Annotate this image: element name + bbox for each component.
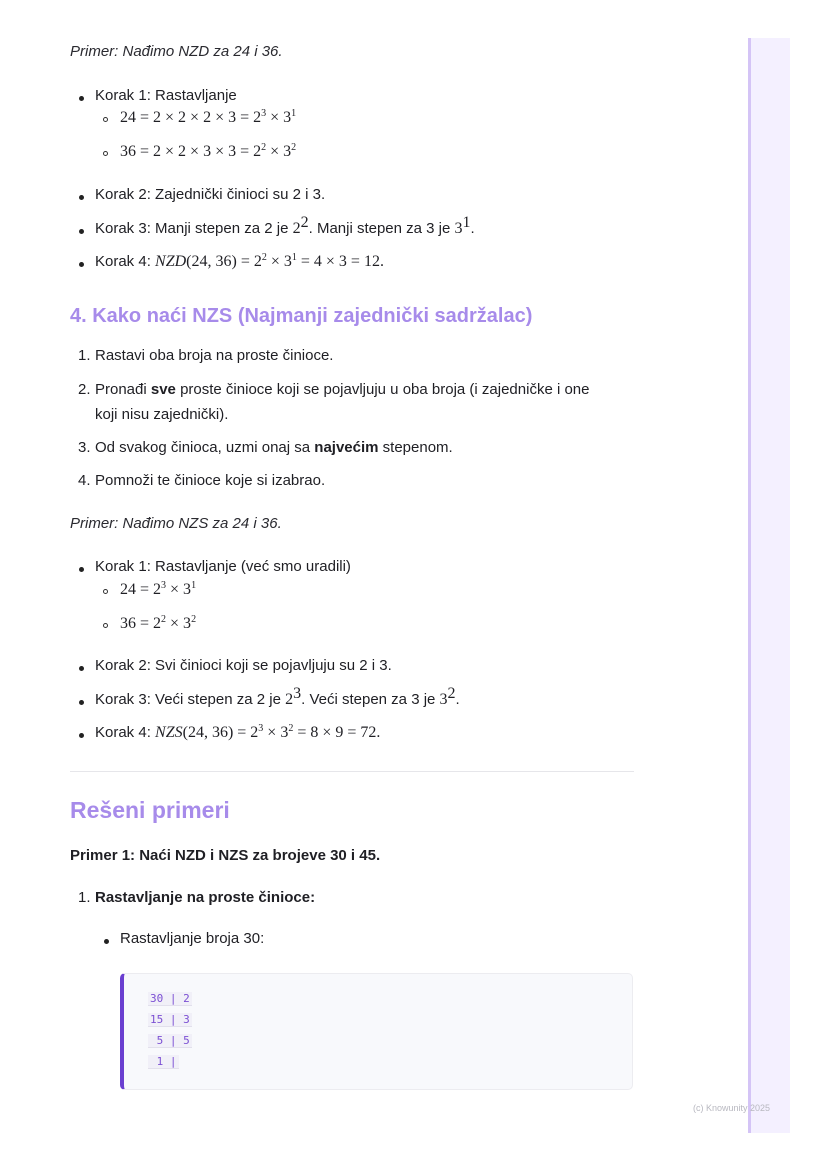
- bullet-icon: [79, 700, 84, 705]
- circle-bullet-icon: [103, 151, 108, 156]
- code-line: 5 | 5: [150, 1034, 190, 1047]
- nzs-rule-1: Rastavi oba broja na proste činioce.: [95, 347, 334, 364]
- circle-bullet-icon: [103, 117, 108, 122]
- step-number: 4.: [78, 472, 91, 489]
- nzs-section-heading: 4. Kako naći NZS (Najmanji zajednički sadržalac): [70, 305, 533, 327]
- factorization-label: Rastavljanje na proste činioce:: [95, 889, 316, 906]
- circle-bullet-icon: [103, 623, 108, 628]
- nzs-factor-36: $36 = 2^2 \times 3^2$: [120, 614, 197, 632]
- bullet-icon: [79, 666, 84, 671]
- side-decoration-panel: [748, 38, 790, 1133]
- nzs-factor-24: $24 = 2^3 \times 3^1$: [120, 580, 197, 598]
- code-block-factorization-30: [120, 973, 633, 1090]
- bullet-icon: [104, 939, 109, 944]
- bullet-icon: [79, 96, 84, 101]
- nzs-rule-2: Pronađi sve proste činioce koji se pojavljuju u oba broja (i zajedničke i one: [95, 381, 590, 398]
- nzs-rule-2-cont: koji nisu zajednički).: [95, 406, 229, 423]
- code-line: 30 | 2: [150, 992, 190, 1005]
- code-line: 1 |: [150, 1055, 177, 1068]
- nzs-step1: Korak 1: Rastavljanje (već smo uradili): [95, 558, 351, 575]
- bullet-icon: [79, 195, 84, 200]
- nzs-step4: Korak 4: NZS(24, $36) = 2^3 \times 3^2 = 8 \times 9 = 72$.: [95, 723, 381, 741]
- copyright-footer: (c) Knowunity 2025: [693, 1103, 771, 1113]
- nzd-step2: Korak 2: Zajednički činioci su 2 i 3.: [95, 186, 326, 203]
- divider: [70, 771, 634, 772]
- step-number: 2.: [78, 381, 91, 398]
- circle-bullet-icon: [103, 589, 108, 594]
- nzs-example-intro: Primer: Nađimo NZS za 24 i 36.: [70, 515, 282, 532]
- nzd-example-intro: Primer: Nađimo NZD za 24 i 36.: [70, 43, 283, 60]
- step-number: 1.: [78, 347, 91, 364]
- nzs-rule-3: Od svakog činioca, uzmi onaj sa najvećim stepenom.: [95, 439, 453, 456]
- step-number: 3.: [78, 439, 91, 456]
- bullet-icon: [79, 262, 84, 267]
- nzd-step3: Korak 3: Manji stepen za 2 je $2^2$. Manji stepen za 3 je $3^1$.: [95, 214, 475, 237]
- nzd-factor-36: $36 = 2 \times 2 \times 3 \times 3 = 2^2 \times 3^2$: [120, 142, 297, 160]
- nzd-step4: Korak 4: NZD(24, $36) = 2^2 \times 3^1 = 4 \times 3 = 12$.: [95, 252, 384, 270]
- bullet-icon: [79, 567, 84, 572]
- example1-title: Primer 1: Naći NZD i NZS za brojeve 30 i 45.: [70, 847, 381, 864]
- nzs-step3: Korak 3: Veći stepen za 2 je $2^3$. Veći stepen za 3 je $3^2$.: [95, 685, 460, 708]
- nzs-step2: Korak 2: Svi činioci koji se pojavljuju su 2 i 3.: [95, 657, 392, 674]
- code-line: 15 | 3: [150, 1013, 190, 1026]
- step-number: 1.: [78, 889, 91, 906]
- nzd-step1: Korak 1: Rastavljanje: [95, 87, 237, 104]
- factorization-30-label: Rastavljanje broja 30:: [120, 930, 265, 947]
- nzd-factor-24: $24 = 2 \times 2 \times 2 \times 3 = 2^3 \times 3^1$: [120, 108, 297, 126]
- solved-examples-heading: Rešeni primeri: [70, 797, 230, 823]
- bullet-icon: [79, 229, 84, 234]
- nzs-rule-4: Pomnoži te činioce koje si izabrao.: [95, 472, 326, 489]
- bullet-icon: [79, 733, 84, 738]
